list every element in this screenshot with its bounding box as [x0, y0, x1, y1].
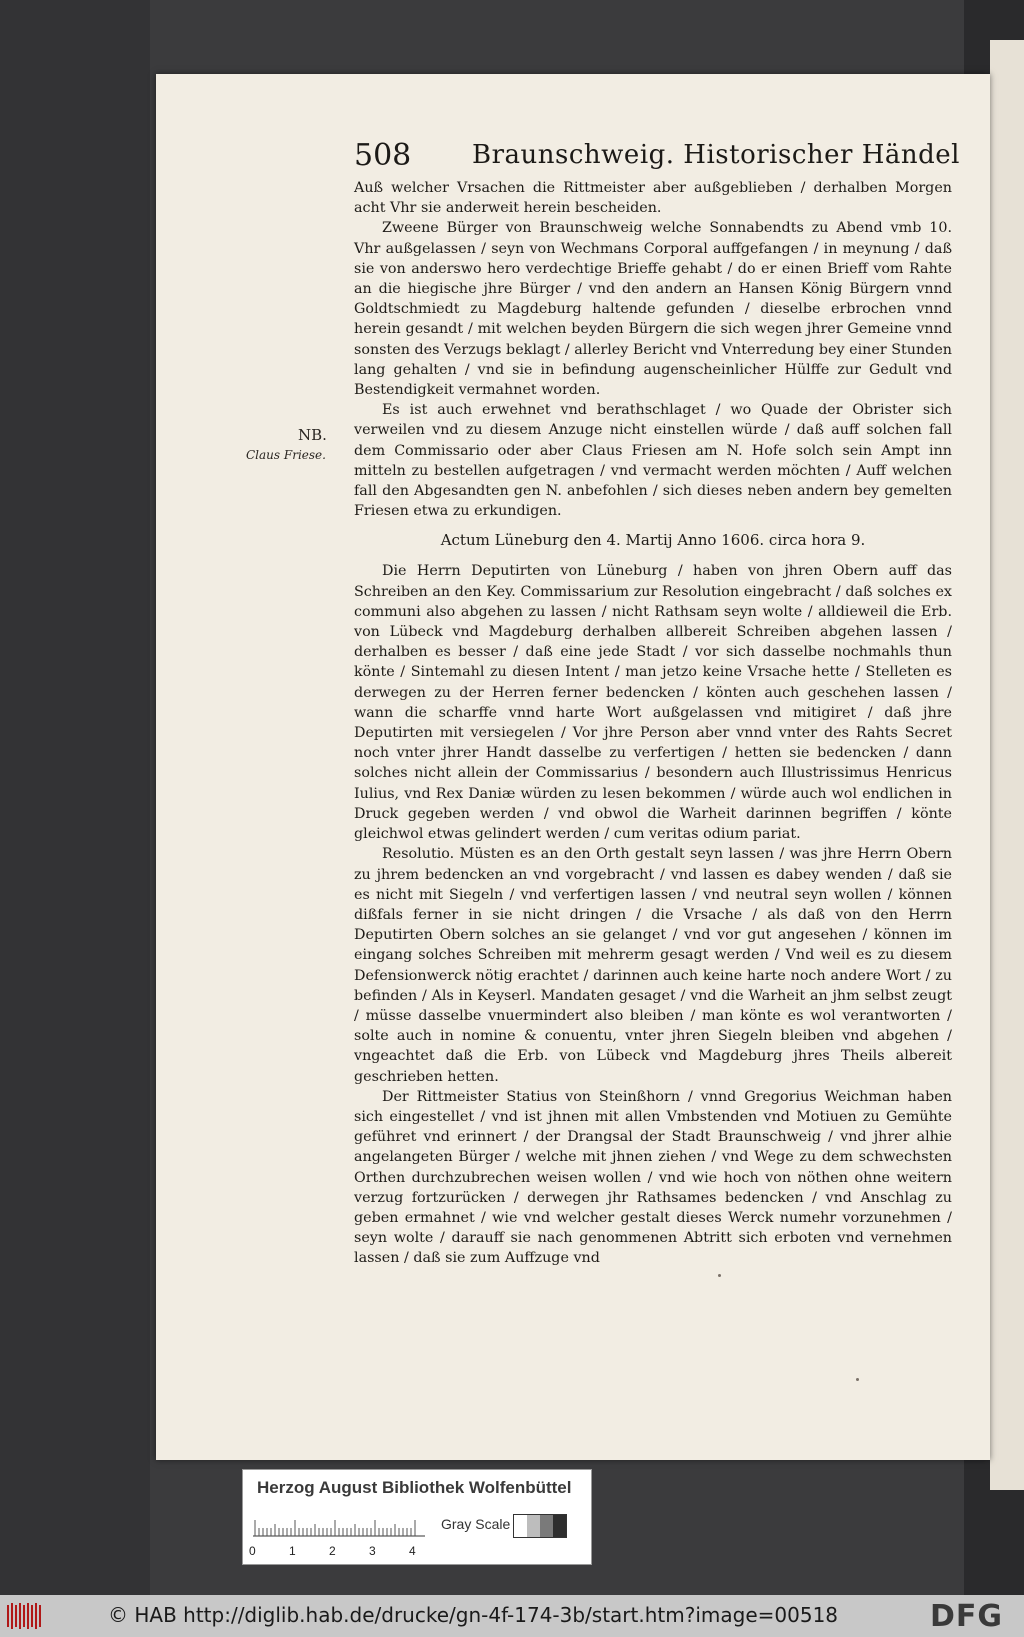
gray-swatch	[540, 1515, 553, 1537]
gray-scale-swatches	[513, 1514, 567, 1538]
gray-swatch	[553, 1515, 566, 1537]
ruler-number: 1	[289, 1544, 296, 1558]
ruler-number: 3	[369, 1544, 376, 1558]
document-page	[156, 74, 990, 1460]
paragraph: Der Rittmeister Statius von Steinßhorn / vnnd Gregorius Weichman haben sich eingestellet / vnd ist jhnen mit allen Vmbstenden vnd Motiuen zu Gemühte geführet vnd erinnert / der Drangsal der Stadt Braunschweig / vnd jhrer alhie angelangeten Bürger / welche mit jhnen ziehen / vnd Wege zu dem schwechsten Orthen durchzubrechen weisen wollen / vnd wie hoch von nöthen ohne weitern verzug fortzurücken / derwegen jhr Rathsames bedencken / vnd Anschlag zu geben ermahnet / wie vnd welcher gestalt dieses Werck numehr vorzunehmen / seyn wolte / darauff sie nach genommenen Abtritt sich erboten vnd vernehmen lassen / daß sie zum Auffzuge vnd	[354, 1088, 952, 1267]
page-number: 508	[354, 138, 412, 173]
dfg-logo: DFG	[930, 1599, 1004, 1634]
paragraph: Zweene Bürger von Braunschweig welche Sonnabendts zu Abend vmb 10. Vhr außgelassen / seyn von Wechmans Corporal auffgefangen / in meynung / daß sie von anderswo hero verdechtige Brieffe gehabt / do er einen Brieff vom Rahte an die hiegische jhre Bürger / vnd den andern an Hansen König Bürgern vnnd Goldtschmiedt zu Magdeburg haltende gefunden / dieselbe erbrochen vnnd herein gesandt / mit welchen beyden Bürgern die sich wegen jhrer Gemeine vnnd sonsten des Verzugs beklagt / allerley Bericht vnd Vnterredung bey einer Stunden lang gehalten / vnd sie in befindung augenscheinlicher Hülffe zur Gedult vnd Bestendigkeit vermahnet worden.	[354, 220, 952, 399]
page-header	[354, 138, 974, 178]
running-title: Braunschweig. Historischer Händel	[472, 140, 960, 170]
paper-speck	[856, 1378, 859, 1381]
paper-speck	[718, 1274, 721, 1277]
ruler-number: 0	[249, 1544, 256, 1558]
adjacent-page-edge	[990, 40, 1024, 1490]
act-heading: Actum Lüneburg den 4. Martij Anno 1606. circa hora 9.	[440, 531, 866, 550]
library-name: Herzog August Bibliothek Wolfenbüttel	[257, 1478, 572, 1497]
ruler-number: 4	[409, 1544, 416, 1558]
gray-swatch	[514, 1515, 527, 1537]
paragraph: Resolutio. Müsten es an den Orth gestalt seyn lassen / was jhre Herrn Obern zu jhrem bedencken an vnd vorgebracht / vnd lassen es dabey wenden / daß sie es nicht mit Siegeln / vnd verfertigen lassen / vnd neutral seyn wollen / können dißfals ferner in sie nicht dringen / die Vrsache / als daß von den Herrn Deputirten Obern solches an sie gelanget / vnd vor gut angesehen / können im eingang solches Schreiben mit mehrerm gesagt werden / Vnd weil es zu diesem Defensionwerck nötig erachtet / darinnen auch keine harte noch andere Wort / zu befinden / Als in Keyserl. Mandaten gesaget / vnd die Warheit an jhm selbst zeugt / müsse dasselbe vnuermindert also bleiben / man könte es wol verantworten / solte auch in nomine & conuentu, vnter jhren Siegeln bleiben vnd abgehen / vngeachtet daß die Erb. von Lübeck vnd Magdeburg jhres Theils albereit geschrieben hetten.	[354, 846, 952, 1085]
footer-bar	[0, 1595, 1024, 1637]
paragraph: Es ist auch erwehnet vnd berathschlaget / wo Quade der Obrister sich verweilen vnd zu diesem Anzuge nicht einstellen würde / daß auff solchen fall dem Commissario oder aber Claus Friesen am N. Hofe solch sein Ampt inn mitteln zu bestellen aufgetragen / vnd vermacht werden möchten / Auff welchen fall den Abgesandten gen N. anbefohlen / sich dieses neben andern bey gemelten Friesen etwa zu erkundigen.	[354, 402, 952, 520]
marginal-note-nb: NB.	[298, 426, 327, 444]
ruler-number: 2	[329, 1544, 336, 1558]
hab-logo-icon	[6, 1602, 46, 1630]
paragraph: Die Herrn Deputirten von Lüneburg / haben von jhren Obern auff das Schreiben an den Key. Commissarium zur Resolution eingebracht / daß solches ex communi also abgehen zu lassen / nicht Rathsam seyn wolte / alldieweil die Erb. von Lübeck vnd Magdeburg derhalben allbereit Schreiben abgehen lassen / derhalben es besser / daß eine jede Stadt / vor sich dasselbe nochmahls thun könte / Sintemahl zu diesen Intent / man jetzo keine Vrsache hette / Stelleten es derwegen zu der Herren ferner bedencken / könten auch geschehen lassen / wann die scharffe vnnd harte Wort außgelassen vnd mitigiret / daß jhre Deputirten mit versiegelen / Vor jhre Person aber vnnd vnter des Rahts Secret noch vnter jhrer Handt dasselbe zu verfertigen / hetten sie bedencken / dann solches nicht allein der Commissarius / besondern auch Illustrissimus Henricus Iulius, vnd Rex Daniæ würden zu lesen bekommen / würde auch wol endlichen in Druck gegeben werden / vnd obwol die Warheit darinnen begriffen / könte gleichwol etwas gelindert werden / cum veritas odium pariat.	[354, 563, 952, 843]
gray-swatch	[527, 1515, 540, 1537]
body-text	[354, 178, 952, 1269]
scan-background-left	[0, 0, 150, 1595]
copyright-url[interactable]: © HAB http://diglib.hab.de/drucke/gn-4f-174-3b/start.htm?image=00518	[108, 1603, 839, 1627]
marginal-note-claus: Claus Friese.	[246, 448, 326, 462]
paragraph: Auß welcher Vrsachen die Rittmeister aber außgeblieben / derhalben Morgen acht Vhr sie anderweit herein bescheiden.	[354, 180, 952, 217]
color-reference-card	[242, 1469, 592, 1565]
gray-scale-label: Gray Scale	[441, 1516, 511, 1532]
ruler-scale-icon	[253, 1516, 433, 1538]
